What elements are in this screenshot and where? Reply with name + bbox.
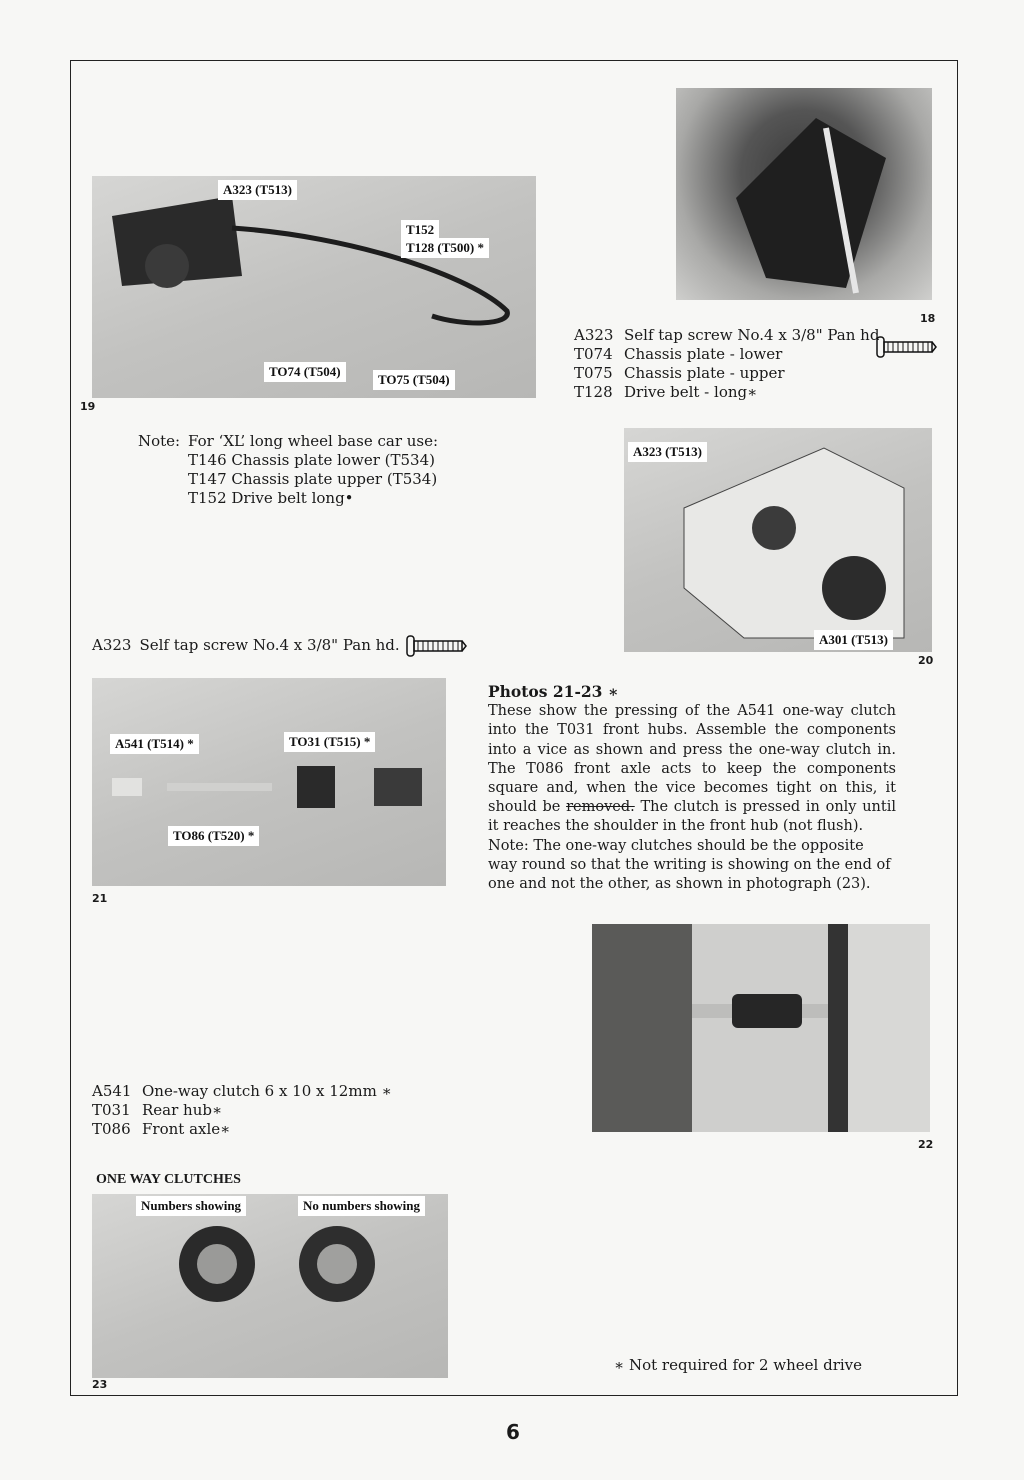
page-number: 6 <box>506 1420 520 1444</box>
screw-icon-2 <box>406 634 468 658</box>
xl-note: Note: For ‘XL’ long wheel base car use: T146 Chassis plate lower (T534) T147 Chassis plate upper (T534) T152 Drive belt long• <box>138 432 439 507</box>
photo-20-number: 20 <box>918 654 934 667</box>
photo-22-image <box>592 924 930 1132</box>
label-numbers-showing: Numbers showing <box>136 1196 246 1216</box>
photo-19 <box>92 176 536 398</box>
screw-icon <box>876 335 938 359</box>
label-a301: A301 (T513) <box>814 630 893 650</box>
label-t086: TO86 (T520) * <box>168 826 259 846</box>
photo-23 <box>92 1194 448 1378</box>
xl-note-prefix: Note: <box>138 432 181 450</box>
label-a323: A323 (T513) <box>218 180 297 200</box>
photos-21-23-note: Note: The one-way clutches should be the opposite way round so that the writing is showing on the end of one and not the other, as shown in photograph (23). <box>488 837 891 893</box>
photo-18-number: 18 <box>920 312 936 325</box>
label-a541: A541 (T514) * <box>110 734 199 754</box>
photo-22 <box>592 924 930 1132</box>
photo-23-image <box>92 1194 448 1378</box>
label-t031: TO31 (T515) * <box>284 732 375 752</box>
photo-22-number: 22 <box>918 1138 934 1151</box>
photo-23-number: 23 <box>92 1378 108 1391</box>
label-no-numbers-showing: No numbers showing <box>298 1196 425 1216</box>
clutch-heading: ONE WAY CLUTCHES <box>96 1172 241 1187</box>
photos-21-23-text <box>488 682 896 894</box>
label-t075: TO75 (T504) <box>373 370 455 390</box>
label-t128: T128 (T500) * <box>401 238 489 258</box>
label-t074: TO74 (T504) <box>264 362 346 382</box>
parts-list-18: A323 Self tap screw No.4 x 3/8" Pan hd T074 Chassis plate - lower T075 Chassis plate - upper T128 Drive belt - long∗ <box>574 326 880 401</box>
photo-19-number: 19 <box>80 400 96 413</box>
photo-21 <box>92 678 446 886</box>
photos-21-23-body: These show the pressing of the A541 one-way clutch into the T031 front hubs. Assemble the components into a vice as shown and press the one-way clutch in. The T086 front axle acts to keep the components square and, when the vice becomes tight on this, it should be removed. The clutch is pressed in only until it reaches the shoulder in the front hub (not flush). <box>488 703 896 835</box>
parts-line-20: A323 Self tap screw No.4 x 3/8" Pan hd. <box>92 636 400 654</box>
photo-21-image <box>92 678 446 886</box>
label-a323-20: A323 (T513) <box>628 442 707 462</box>
parts-list-21: A541 One-way clutch 6 x 10 x 12mm ∗ T031 Rear hub∗ T086 Front axle∗ <box>92 1082 392 1138</box>
photo-21-number: 21 <box>92 892 108 905</box>
photo-18 <box>676 88 932 300</box>
photo-20 <box>624 428 932 652</box>
label-t152: T152 <box>401 220 439 240</box>
photos-21-23-heading: Photos 21-23 ∗ <box>488 682 619 701</box>
footnote: ∗ Not required for 2 wheel drive <box>614 1356 863 1374</box>
photo-18-image <box>676 88 932 300</box>
